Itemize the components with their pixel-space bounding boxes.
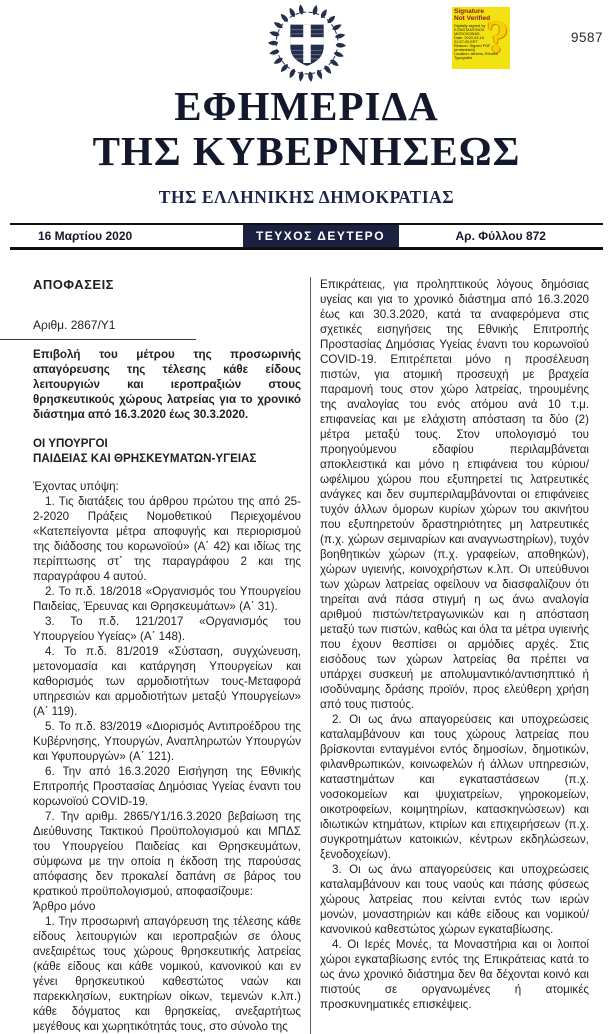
issuing-ministers bbox=[33, 436, 301, 466]
document-body bbox=[33, 277, 589, 1034]
issue-sheet-number: Αρ. Φύλλου 872 bbox=[455, 229, 546, 243]
left-column bbox=[33, 277, 311, 1034]
decision-number: Αριθμ. 2867/Υ1 bbox=[33, 318, 116, 332]
signature-reason: Reason: Signed PDF (embedded) bbox=[454, 43, 491, 53]
gazette-title-line1: ΕΦΗΜΕΡΙΔΑ bbox=[174, 83, 439, 129]
page-header bbox=[0, 0, 613, 84]
body-paragraph: 1. Την προσωρινή απαγόρευση της τέλεσης κάθε είδους λειτουργιών και ιεροπραξιών σε όλους ανεξαιρέτως τους χώρους θρησκευτικής λατρείας (κάθε είδους και κάθε νομικού, κανονικού και εν γένει θρησκευτικού καθεστώτος ναών και παρεκκλησίων, ευκτηρίων οίκων, τεμενών κ.λπ.) κάθε δόγματος και θρησκείας, ανεξαρτήτως μεγέθους και χωρητικότητάς τους, στο σύνολο της bbox=[33, 915, 301, 1033]
issue-type-badge: ΤΕΥΧΟΣ ΔΕΥΤΕΡΟ bbox=[243, 225, 399, 247]
body-paragraph: 4. Οι Ιερές Μονές, τα Μοναστήρια και οι λοιποί χώροι εγκαταβίωσης εντός της Επικράτειας κατά το ως άνω χρονικό διάστημα δεν θα δέχονται κοινό και πιστούς σε οργανωμένες ή ατομικές προσκυνηματικές επισκέψεις. bbox=[320, 938, 589, 1011]
body-paragraph: 1. Τις διατάξεις του άρθρου πρώτου της από 25-2-2020 Πράξεις Νομοθετικού Περιεχομένου «Κατεπείγοντα μέτρα αποφυγής και περιορισμού της διάδοσης του κορωνοϊού» (Α΄ 42) και ιδίως της περίπτωσης στ΄ της παραγράφου 2 και της παραγράφου 4 αυτού. bbox=[33, 495, 301, 583]
digital-signature-stamp[interactable] bbox=[452, 7, 510, 69]
question-mark-icon: ? bbox=[486, 11, 509, 62]
body-paragraph: Επικράτειας, για προληπτικούς λόγους δημόσιας υγείας και για το χρονικό διάστημα από 16.3.2020 έως και 30.3.2020, κατά τα αναφερόμενα στις σχετικές εισηγήσεις της Εθνικής Επιτροπής Προστασίας Δημόσιας Υγείας έναντι του κορωνοϊού COVID-19. Επιτρέπεται μόνο η προσέλευση πιστών, για ατομική προσευχή με βραχεία παραμονή τους στον χώρο λατρείας, τηρουμένης της αναλογίας του ενός ατόμου ανά 10 τ.μ. επιφανείας και με ελάχιστη απόσταση τα δύο (2) μέτρα μεταξύ τους. Στον υπολογισμό του προηγούμενου εδαφίου περιλαμβάνεται αποκλειστικά και μόνο η επιφάνεια του κύριου/ωφέλιμου χώρου που εξυπηρετεί τις λατρευτικές ανάγκες και δεν συμπεριλαμβάνονται οι επιφάνειες τυχόν άλλων όμορων κυρίων χώρων του ακινήτου που εξυπηρετούν δραστηριότητες μη λατρευτικές (π.χ. χώρων σεμιναρίων και αναγνωστηρίων), τυχόν βοηθητικών χώρων (π.χ. γραφείων, αποθηκών), χώρων υγιεινής, κοινοχρήστων κ.λπ. Οι υπεύθυνοι των χώρων λατρείας οφείλουν να διασφαλίζουν ότι τηρείται ανά πάσα στιγμή η ως άνω αναλογία αριθμού πιστών/τετραγωνικών και η απόσταση μεταξύ των πιστών, καθώς και όλα τα μέτρα υγιεινής που έχουν θεσπίσει οι αρμόδιες αρχές. Στις εισόδους των χώρων λατρείας θα πρέπει να υπάρχει συσκευή με απολυμαντικό/αντισηπτικό ή ισοδύναμης δράσης προϊόν, προς ελεύθερη χρήση από τους πιστούς. bbox=[320, 278, 589, 711]
signature-location: Location: Athens, Ethniko Typografio bbox=[454, 51, 498, 61]
signature-status-text: Signature Not Verified bbox=[454, 8, 491, 22]
ministers-line1: ΟΙ ΥΠΟΥΡΓΟΙ bbox=[33, 437, 108, 450]
page-number: 9587 bbox=[570, 30, 603, 45]
ministers-line2: ΠΑΙΔΕΙΑΣ ΚΑΙ ΘΡΗΣΚΕΥΜΑΤΩΝ-ΥΓΕΙΑΣ bbox=[33, 452, 257, 465]
body-paragraph: 3. Το π.δ. 121/2017 «Οργανισμός του Υπουργείου Υγείας» (Α΄ 148). bbox=[33, 615, 301, 643]
masthead bbox=[0, 84, 613, 208]
gazette-title-line2: ΤΗΣ ΚΥΒΕΡΝΗΣΕΩΣ bbox=[92, 128, 521, 174]
body-paragraph: Άρθρο μόνο bbox=[33, 900, 96, 913]
signature-date: Date: 2020.03.16 21:57:20 EET bbox=[454, 34, 484, 44]
body-paragraph: 4. Το π.δ. 81/2019 «Σύσταση, συγχώνευση, μετονομασία και κατάργηση Υπουργείων και καθορισμός των αρμοδιοτήτων τους-Μεταφορά υπηρεσιών και αρμοδιοτήτων μεταξύ Υπουργείων» (Α΄ 119). bbox=[33, 645, 301, 718]
body-paragraph: 2. Το π.δ. 18/2018 «Οργανισμός του Υπουργείου Παιδείας, Έρευνας και Θρησκευμάτων» (Α΄ 31). bbox=[33, 585, 301, 613]
greek-coat-of-arms-icon bbox=[0, 3, 613, 88]
body-paragraph: 2. Οι ως άνω απαγορεύσεις και υποχρεώσεις καταλαμβάνουν και τους χώρους λατρείας που βρίσκονται ενταγμένοι εντός δημοσίων, δημοτικών, φιλανθρωπικών, κοινωφελών ή άλλων υπηρεσιών, καταστημάτων και εγκαταστάσεων (π.χ. νοσοκομείων και ψυχιατρείων, γηροκομείων, οικοτροφείων, κοιμητηρίων, κατασκηνώσεων) και ιδιωτικών κτημάτων, κτιρίων και επιχειρήσεων (π.χ. συγκροτημάτων κατοικιών, κέντρων εκδηλώσεων, ξενοδοχείων). bbox=[320, 713, 589, 861]
coat-of-arms-svg bbox=[257, 3, 357, 83]
body-paragraph: 6. Την από 16.3.2020 Εισήγηση της Εθνικής Επιτροπής Προστασίας Δημόσιας Υγείας έναντι του κορωνοϊού COVID-19. bbox=[33, 765, 301, 808]
body-paragraph: Έχοντας υπόψη: bbox=[33, 480, 119, 493]
gazette-subtitle: ΤΗΣ ΕΛΛΗΝΙΚΗΣ ΔΗΜΟΚΡΑΤΙΑΣ bbox=[158, 187, 455, 207]
left-column-paragraphs bbox=[33, 479, 301, 1034]
right-column-paragraphs bbox=[320, 277, 589, 1012]
decision-title: Επιβολή του μέτρου της προσωρινής απαγόρευσης της τέλεσης κάθε είδους λειτουργιών και ιεροπραξιών στους θρησκευτικούς χώρους λατρείας για το χρονικό διάστημα από 16.3.2020 έως 30.3.2020. bbox=[33, 348, 301, 421]
signature-signed-by: Digitally signed by KONSTANTINOS MOSCHONAS bbox=[454, 22, 486, 36]
issue-info-bar bbox=[10, 223, 603, 250]
right-column bbox=[311, 277, 589, 1034]
section-header: ΑΠΟΦΑΣΕΙΣ bbox=[33, 277, 114, 292]
decision-number-rule bbox=[0, 333, 196, 340]
body-paragraph: 7. Την αριθμ. 2865/Υ1/16.3.2020 βεβαίωση της Διεύθυνσης Τακτικού Προϋπολογισμού και ΜΠΔΣ του Υπουργείου Παιδείας και Θρησκευμάτων, σύμφωνα με την οποία η έκδοση της παρούσας απόφασης δεν προκαλεί δαπάνη σε βάρος του κρατικού προϋπολογισμού, αποφασίζουμε: bbox=[33, 810, 301, 898]
body-paragraph: 5. Το π.δ. 83/2019 «Διορισμός Αντιπροέδρου της Κυβέρνησης, Υπουργών, Αναπληρωτών Υπουργών και Υφυπουργών» (Α΄ 121). bbox=[33, 720, 301, 763]
issue-date: 16 Μαρτίου 2020 bbox=[38, 229, 133, 243]
body-paragraph: 3. Οι ως άνω απαγορεύσεις και υποχρεώσεις καταλαμβάνουν και τους ναούς και πάσης φύσεως χώρους λατρείας που κείνται εντός των ιερών μονών, μοναστηριών και κάθε είδους και νομικού/κανονικού καθεστώτος χώρων εγκαταβίωσης. bbox=[320, 863, 589, 936]
